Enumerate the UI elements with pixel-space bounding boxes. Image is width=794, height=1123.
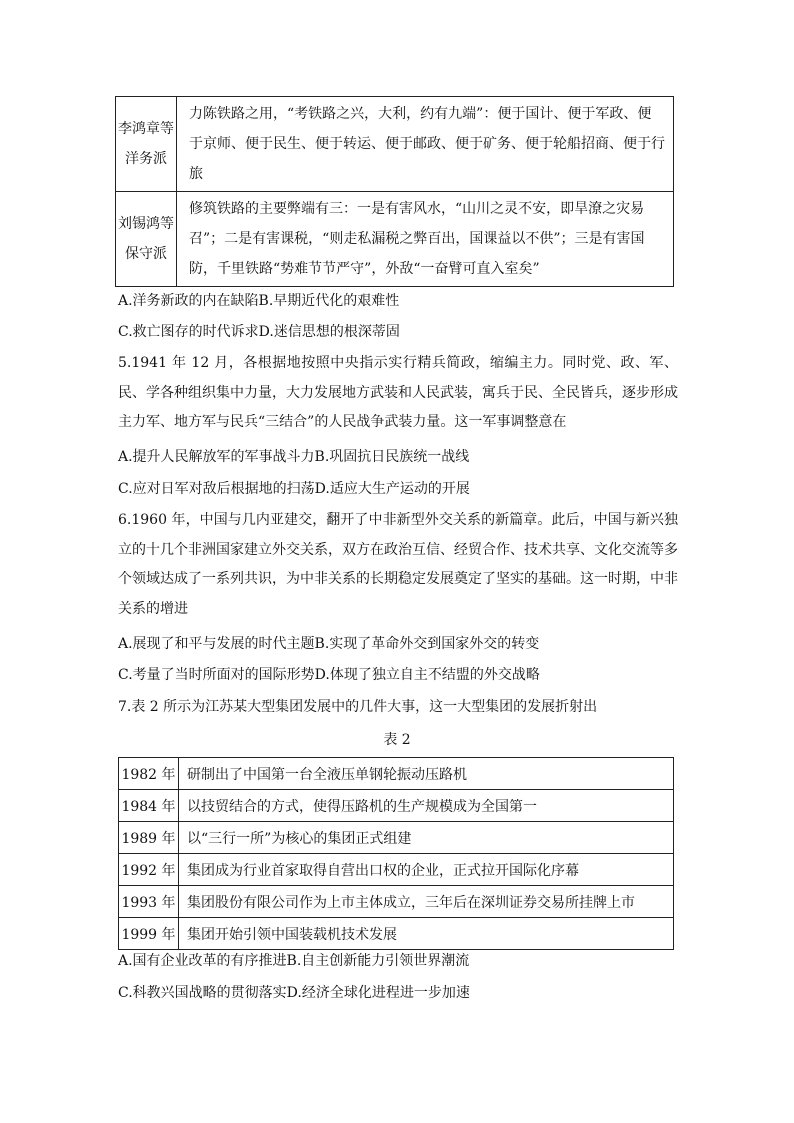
event-cell: 集团开始引领中国装载机技术发展 — [179, 918, 674, 950]
year-cell: 1989 年 — [119, 822, 179, 854]
year-cell: 1999 年 — [119, 918, 179, 950]
group-milestones-table — [118, 757, 674, 950]
table-row — [119, 822, 674, 854]
q6-stem-text: 6.1960 年，中国与几内亚建交，翻开了中非新型外交关系的新篇章。此后，中国与新兴独立的十几个非洲国家建立外交关系，双方在政治互信、经贸合作、技术共享、文化交流等多个领域达成了一系列共识，为中非关系的长期稳定发展奠定了坚实的基础。这一时期，中非关系的增进 — [118, 512, 678, 617]
year-cell: 1993 年 — [119, 886, 179, 918]
table-caption: 表 2 — [383, 732, 411, 748]
q5-options-ab: A.提升人民解放军的军事战斗力B.巩固抗日民族统一战线 — [118, 449, 470, 465]
year-cell: 1982 年 — [119, 758, 179, 790]
table-row — [119, 918, 674, 950]
event-cell: 集团股份有限公司作为上市主体成立，三年后在深圳证券交易所挂牌上市 — [179, 886, 674, 918]
event-cell: 研制出了中国第一台全液压单钢轮振动压路机 — [179, 758, 674, 790]
table-row — [116, 97, 674, 192]
table-row — [119, 758, 674, 790]
event-cell: 以“三行一所”为核心的集团正式组建 — [179, 822, 674, 854]
q5-stem-text: 5.1941 年 12 月，各根据地按照中央指示实行精兵简政，缩编主力。同时党、政、军、民、学各种组织集中力量，大力发展地方武装和人民武装，寓兵于民、全民皆兵，逐步形成主力军、地方军与民兵“三结合”的人民战争武装力量。这一军事调整意在 — [118, 355, 678, 430]
event-cell: 集团成为行业首家取得自营出口权的企业，正式拉开国际化序幕 — [179, 854, 674, 886]
q6-stem — [118, 506, 678, 624]
year-cell: 1992 年 — [119, 854, 179, 886]
q7-stem: 7.表 2 所示为江苏某大型集团发展中的几件大事，这一大型集团的发展折射出 — [118, 699, 598, 715]
q4-options-ab: A.洋务新政的内在缺陷B.早期近代化的艰难性 — [118, 293, 400, 309]
year-cell: 1984 年 — [119, 790, 179, 822]
faction-view: 力陈铁路之用，“考铁路之兴，大利，约有九端”：便于国计、便于军政、便于京师、便于民生、便于转运、便于邮政、便于矿务、便于轮船招商、便于行旅 — [177, 97, 674, 192]
faction-name: 李鸿章等洋务派 — [116, 97, 177, 192]
table-row — [116, 192, 674, 287]
q7-options-ab: A.国有企业改革的有序推进B.自主创新能力引领世界潮流 — [118, 953, 470, 969]
q5-options-cd: C.应对日军对敌后根据地的扫荡D.适应大生产运动的开展 — [118, 481, 470, 497]
railway-views-table — [115, 96, 674, 287]
table-row — [119, 854, 674, 886]
q6-options-cd: C.考量了当时所面对的国际形势D.体现了独立自主不结盟的外交战略 — [118, 667, 540, 683]
event-cell: 以技贸结合的方式，使得压路机的生产规模成为全国第一 — [179, 790, 674, 822]
table-row — [119, 886, 674, 918]
q4-options-cd: C.救亡图存的时代诉求D.迷信思想的根深蒂固 — [118, 324, 400, 340]
q5-stem — [118, 349, 678, 438]
table-row — [119, 790, 674, 822]
q6-options-ab: A.展现了和平与发展的时代主题B.实现了革命外交到国家外交的转变 — [118, 636, 540, 652]
q7-options-cd: C.科教兴国战略的贯彻落实D.经济全球化进程进一步加速 — [118, 985, 470, 1001]
faction-view: 修筑铁路的主要弊端有三：一是有害风水，“山川之灵不安，即旱潦之灾易召”；二是有害课税，“则走私漏税之弊百出，国课益以不供”；三是有害国防，千里铁路“势难节节严守”，外敌“一奋臂可直入室矣” — [177, 192, 674, 287]
faction-name: 刘锡鸿等保守派 — [116, 192, 177, 287]
